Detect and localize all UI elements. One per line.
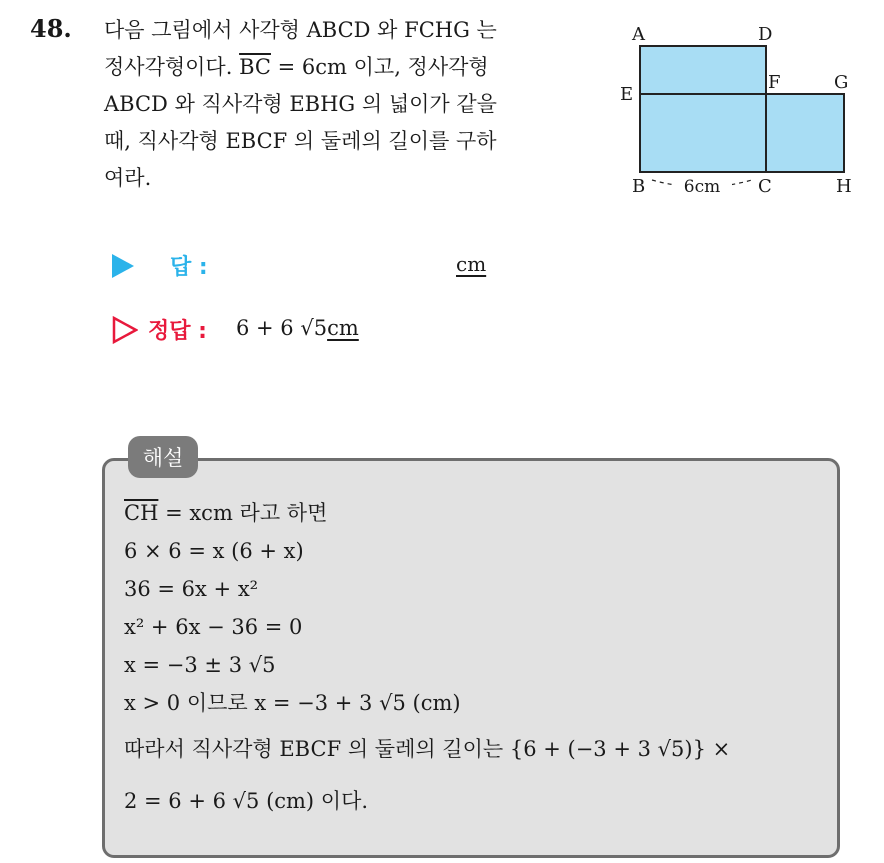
explanation-line-8: 2 = 6 + 6 √5 (cm) 이다.	[124, 789, 369, 813]
label-g: G	[834, 72, 849, 93]
explanation-line-1-rest: = xcm 라고 하면	[158, 501, 328, 525]
explanation-line-2: 6 × 6 = x (6 + x)	[124, 539, 304, 563]
geometry-figure-svg	[612, 18, 862, 203]
question-line-2	[104, 49, 594, 86]
correct-answer-row	[112, 312, 612, 348]
rectangle-ebcf	[640, 94, 766, 172]
explanation-line-1	[124, 494, 834, 532]
answer-unit: cm	[456, 252, 487, 276]
question-line-2-prefix: 정사각형이다.	[104, 55, 240, 79]
question-line-4: 때, 직사각형 EBCF 의 둘레의 길이를 구하	[104, 129, 497, 153]
explanation-line-6: x > 0 이므로 x = −3 + 3 √5 (cm)	[124, 691, 461, 715]
question-line-5: 여라.	[104, 166, 152, 190]
label-f: F	[768, 72, 781, 93]
question-text	[104, 12, 594, 197]
correct-answer-unit: cm	[327, 316, 359, 340]
answer-row	[112, 248, 612, 284]
question-line-3: ABCD 와 직사각형 EBHG 의 넓이가 같을	[104, 92, 497, 116]
label-c: C	[758, 176, 772, 197]
explanation-line-5: x = −3 ± 3 √5	[124, 653, 276, 677]
square-fchg	[766, 94, 844, 172]
label-e: E	[620, 84, 634, 105]
correct-answer-value: 6 + 6 √5	[236, 316, 328, 340]
label-a: A	[632, 24, 645, 45]
question-line-1: 다음 그림에서 사각형 ABCD 와 FCHG 는	[104, 18, 497, 42]
explanation-line-3: 36 = 6x + x²	[124, 577, 259, 601]
explanation-text	[124, 494, 834, 824]
label-h: H	[836, 176, 852, 197]
correct-answer-label: 정답 :	[148, 319, 207, 344]
answer-label: 답 :	[170, 255, 208, 280]
question-number: 48.	[30, 14, 72, 43]
segment-ch-label: $\overline{CH}$	[124, 501, 159, 525]
square-abcd-top	[640, 46, 766, 94]
label-d: D	[758, 24, 773, 45]
outline-triangle-icon	[112, 316, 138, 344]
correct-answer-value-group	[236, 316, 359, 340]
filled-triangle-icon	[112, 254, 134, 278]
question-line-2-suffix: = 6cm 이고, 정사각형	[270, 55, 489, 79]
segment-bc-label: $\overline{BC}$	[239, 55, 271, 79]
explanation-line-4: x² + 6x − 36 = 0	[124, 615, 303, 639]
label-b: B	[632, 176, 646, 197]
geometry-figure	[612, 18, 862, 203]
explanation-tab: 해설	[128, 436, 198, 478]
bc-length-label: 6cm	[683, 177, 721, 197]
explanation-line-7: 따라서 직사각형 EBCF 의 둘레의 길이는 {6 + (−3 + 3 √5)} ×	[124, 737, 731, 761]
